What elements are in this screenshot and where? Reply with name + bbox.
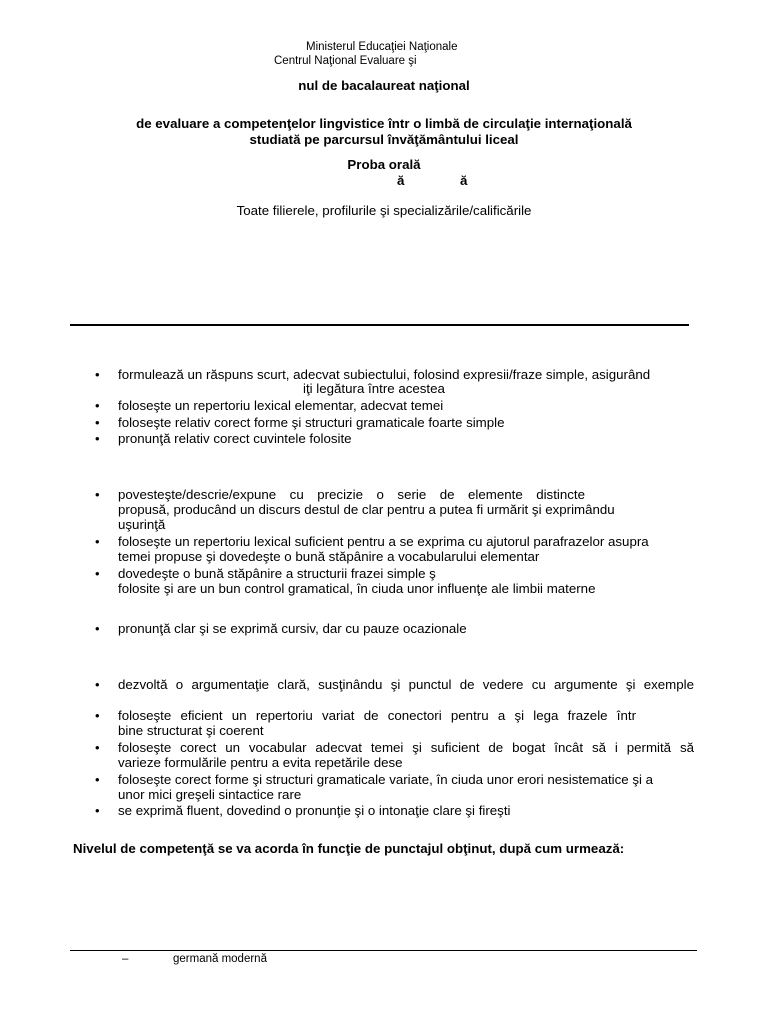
descriptor-line: povesteşte/descrie/expune cu precizie o serie de elemente distincte	[118, 487, 585, 502]
bullet: •	[95, 677, 100, 692]
bullet: •	[95, 415, 100, 430]
footer-divider	[70, 950, 697, 951]
descriptor-line: foloseşte corect un vocabular adecvat temei şi suficient de bogat încât să i permită să	[118, 740, 694, 755]
descriptor-line: dezvoltă o argumentaţie clară, susţinându şi punctul de vedere cu argumente şi exemple	[118, 677, 694, 692]
descriptor-line: foloseşte eficient un repertoriu variat de conectori pentru a şi lega frazele într	[118, 708, 636, 723]
descriptor-line: foloseşte un repertoriu lexical suficient pentru a se exprima cu ajutorul parafrazelor asupra	[118, 534, 649, 549]
bullet: •	[95, 708, 100, 723]
descriptor-line: iţi legătura între acestea	[303, 381, 445, 396]
title-fragment: ă	[397, 173, 405, 188]
assessment-title-line-1: de evaluare a competenţelor lingvistice într o limbă de circulaţie internaţională	[136, 116, 632, 131]
assessment-title-line-2: studiată pe parcursul învăţământului liceal	[249, 132, 519, 147]
descriptor-line: uşurinţă	[118, 517, 166, 532]
bullet: •	[95, 740, 100, 755]
bullet: •	[95, 621, 100, 636]
bullet: •	[95, 803, 100, 818]
descriptor-line: folosite şi are un bun control gramatical, în ciuda unor influenţe ale limbii materne	[118, 581, 596, 596]
descriptor-line: varieze formulările pentru a evita repetările dese	[118, 755, 403, 770]
descriptor-line: unor mici greşeli sintactice rare	[118, 787, 302, 802]
competence-level-note: Nivelul de competenţă se va acorda în funcţie de punctajul obţinut, după cum urmează:	[73, 841, 625, 856]
bullet: •	[95, 566, 100, 581]
bullet: •	[95, 772, 100, 787]
bullet: •	[95, 431, 100, 446]
descriptor-line: temei propuse şi dovedeşte o bună stăpânire a vocabularului elementar	[118, 549, 540, 564]
descriptor-line: foloseşte corect forme şi structuri gramaticale variate, în ciuda unor erori nesistematice şi a	[118, 772, 654, 787]
bullet: •	[95, 487, 100, 502]
descriptor-line: pronunţă relativ corect cuvintele folosite	[118, 431, 352, 446]
descriptor-line: dovedeşte o bună stăpânire a structurii frazei simple ş	[118, 566, 436, 581]
descriptor-line: bine structurat şi coerent	[118, 723, 264, 738]
descriptor-line: foloseşte un repertoriu lexical elementar, adecvat temei	[118, 398, 444, 413]
descriptor-line: pronunţă clar şi se exprimă cursiv, dar cu pauze ocazionale	[118, 621, 467, 636]
bullet: •	[95, 534, 100, 549]
descriptor-line: se exprimă fluent, dovedind o pronunţie şi o intonaţie clare şi fireşti	[118, 803, 511, 818]
divider-top	[70, 324, 689, 326]
descriptor-line: foloseşte relativ corect forme şi structuri gramaticale foarte simple	[118, 415, 505, 430]
proba-title: Proba orală	[347, 157, 421, 172]
bullet: •	[95, 398, 100, 413]
title-fragment: ă	[460, 173, 468, 188]
center-name: Centrul Naţional Evaluare şi	[274, 55, 417, 67]
descriptor-line: propusă, producând un discurs destul de clar pentru a putea fi urmărit şi exprimându	[118, 502, 615, 517]
footer-language: germană modernă	[173, 953, 267, 965]
footer-dash: –	[122, 953, 129, 965]
filiere-subtitle: Toate filierele, profilurile şi specializările/calificările	[236, 203, 532, 218]
ministry-name: Ministerul Educaţiei Naţionale	[306, 41, 458, 53]
descriptor-line: formulează un răspuns scurt, adecvat subiectului, folosind expresii/fraze simple, asigurând	[118, 367, 651, 382]
exam-title: nul de bacalaureat naţional	[298, 78, 470, 93]
bullet: •	[95, 367, 100, 382]
